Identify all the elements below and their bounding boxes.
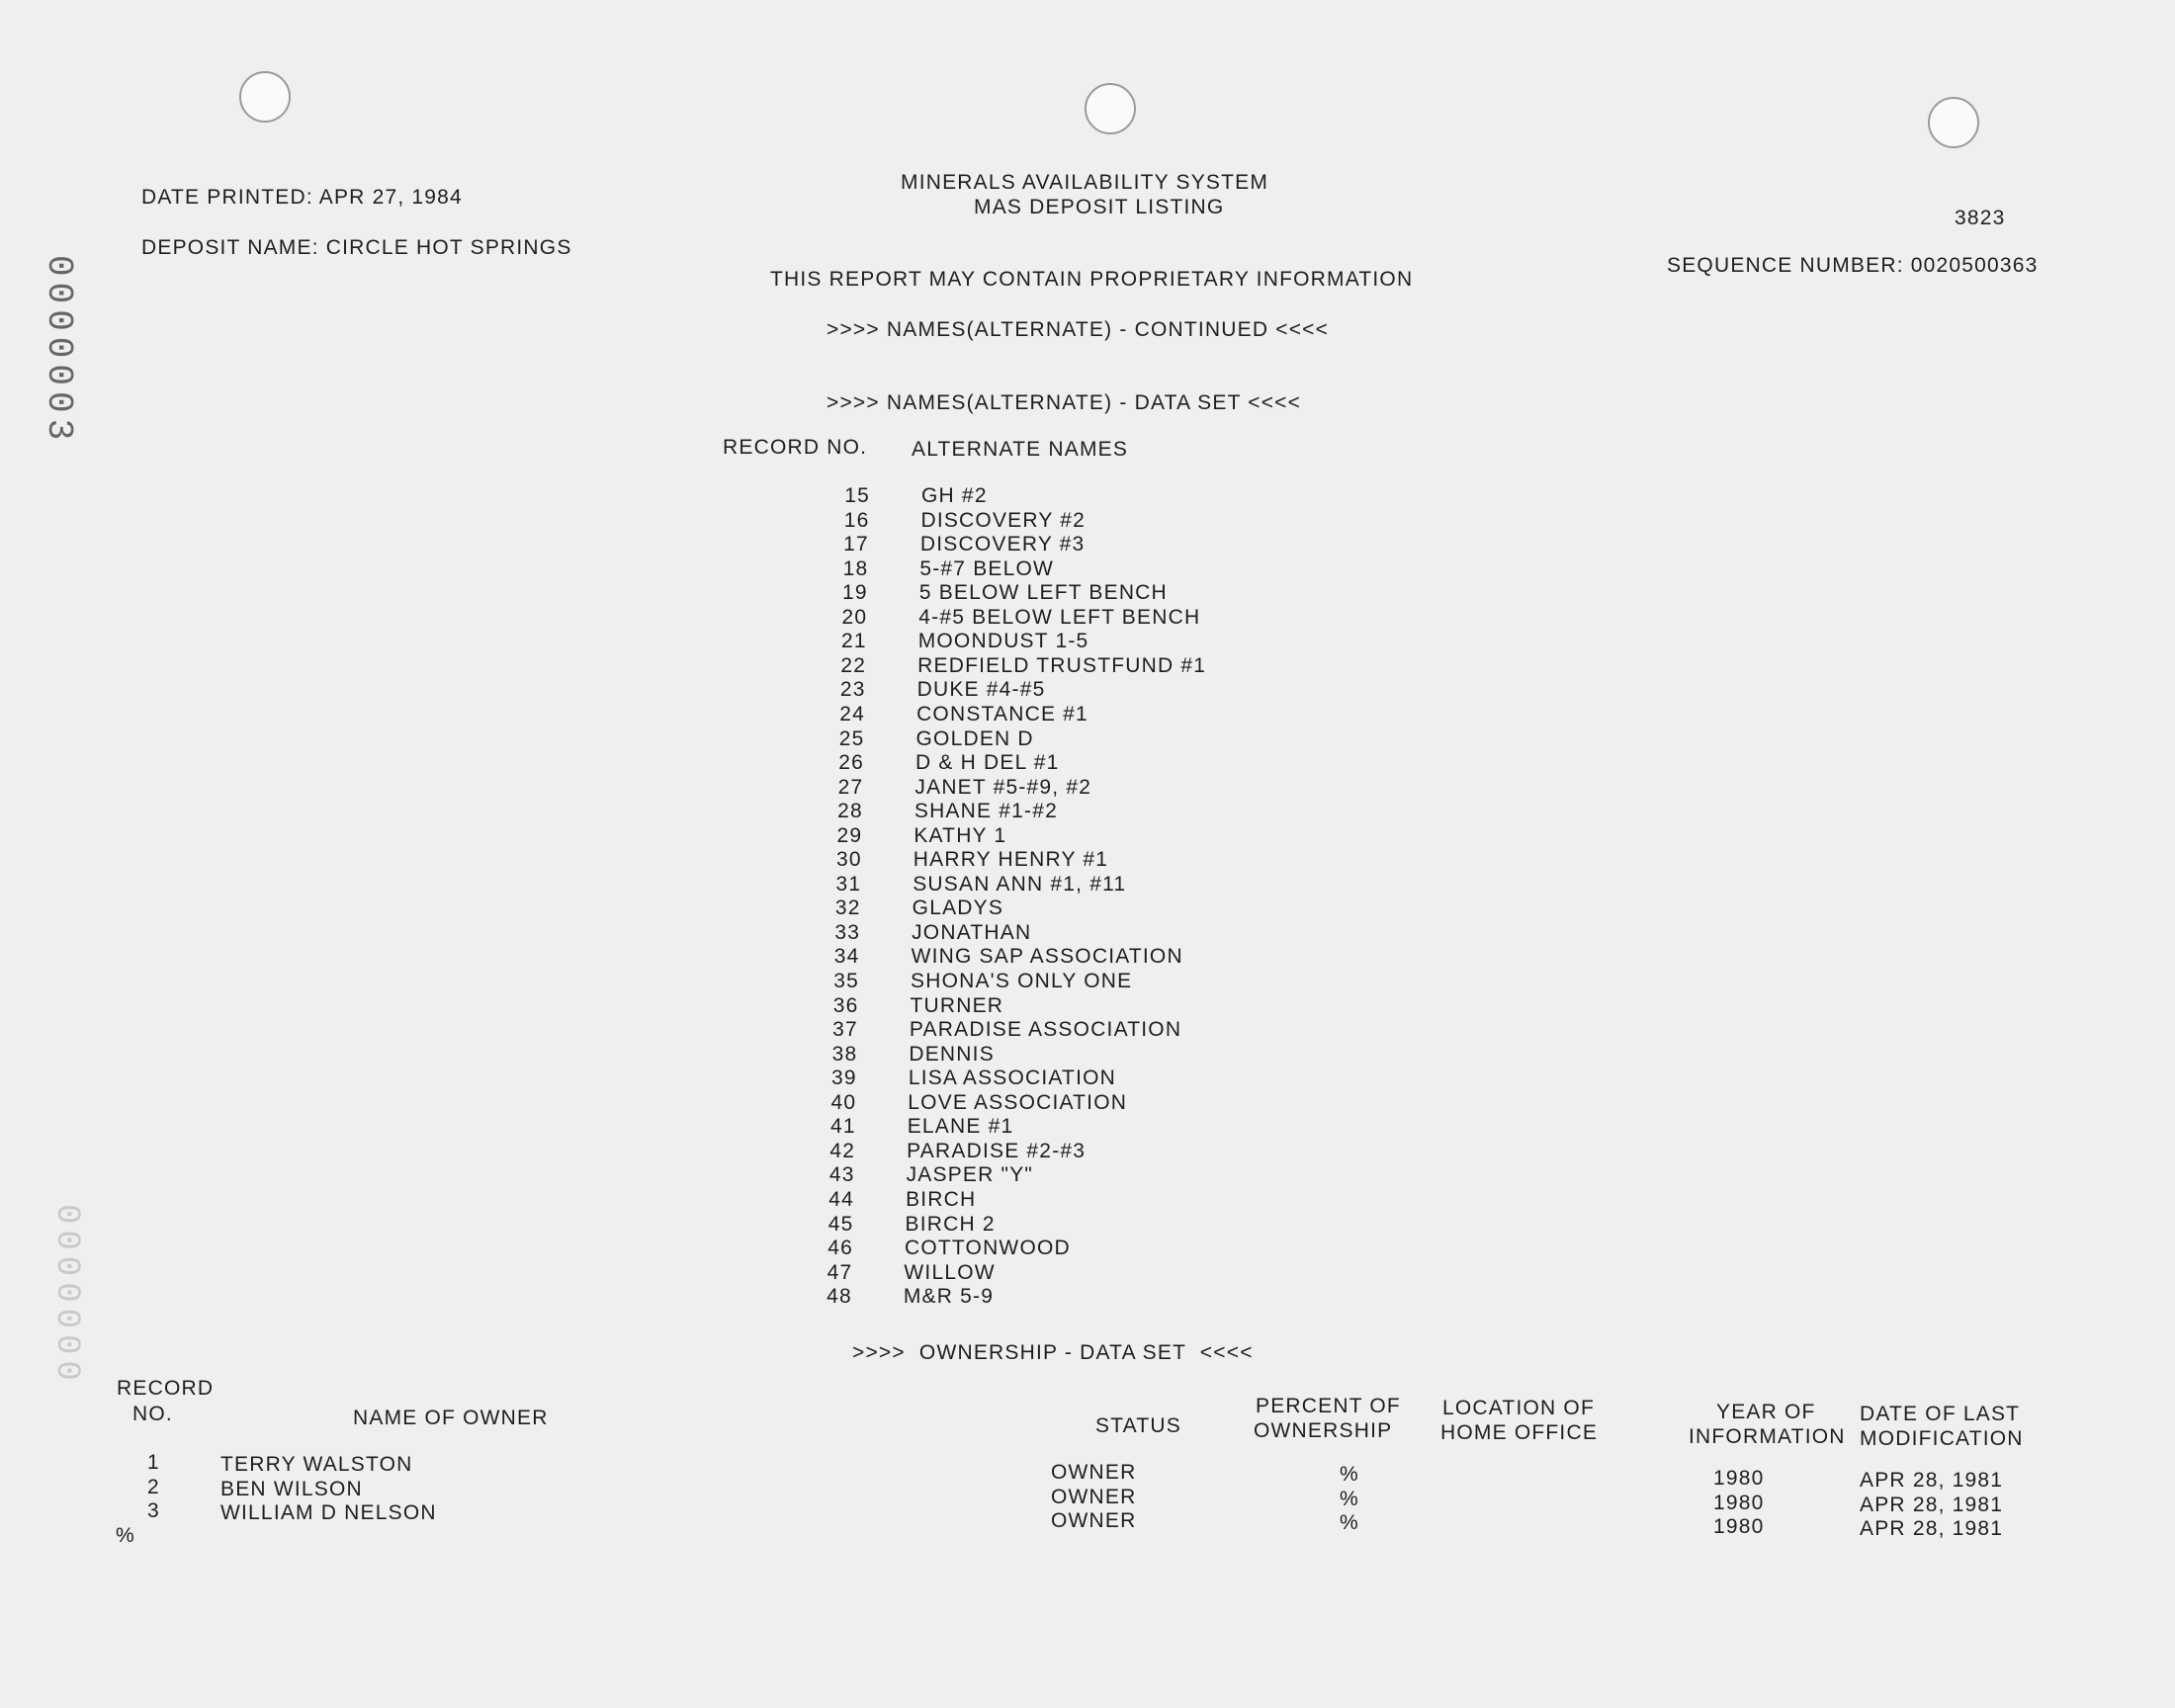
alternate-record-no: 20 bbox=[841, 605, 868, 629]
owner-record-no: 1 bbox=[147, 1451, 160, 1474]
owner-modification-date: APR 28, 1981 bbox=[1860, 1517, 2004, 1540]
own-col-date-1: DATE OF LAST bbox=[1860, 1403, 2021, 1425]
alternate-name: JONATHAN bbox=[912, 920, 1032, 944]
alternate-name: REDFIELD TRUSTFUND #1 bbox=[917, 653, 1207, 677]
own-col-year-1: YEAR OF bbox=[1716, 1401, 1816, 1423]
alternate-record-no: 29 bbox=[836, 823, 863, 847]
owner-status: OWNER bbox=[1051, 1461, 1137, 1484]
alternate-name-row bbox=[675, 1237, 1367, 1260]
alternate-name: PARADISE ASSOCIATION bbox=[909, 1018, 1182, 1042]
sequence-number: SEQUENCE NUMBER: 0020500363 bbox=[1667, 254, 2039, 277]
alternate-record-no: 21 bbox=[840, 630, 867, 653]
alternate-name: LISA ASSOCIATION bbox=[908, 1067, 1117, 1090]
alternate-record-no: 27 bbox=[837, 775, 864, 799]
alternate-name-row bbox=[688, 654, 1380, 678]
alternate-name: DUKE #4-#5 bbox=[916, 678, 1046, 702]
alternate-record-no: 28 bbox=[837, 800, 863, 823]
alternate-name-row bbox=[692, 484, 1384, 508]
document-id-stamp: 0000003 bbox=[39, 255, 79, 447]
alternate-record-no: 44 bbox=[828, 1187, 855, 1211]
alternate-name: JANET #5-#9, #2 bbox=[914, 775, 1092, 799]
own-col-year-2: INFORMATION bbox=[1689, 1425, 1846, 1448]
owner-year: 1980 bbox=[1713, 1515, 1765, 1538]
alternate-record-no: 45 bbox=[827, 1212, 854, 1236]
alternate-name-row bbox=[689, 630, 1381, 653]
own-col-record-2: NO. bbox=[132, 1403, 173, 1425]
ownership-row bbox=[0, 1499, 2175, 1540]
punch-hole-center bbox=[1085, 83, 1136, 134]
alternate-name: COTTONWOOD bbox=[904, 1237, 1071, 1260]
alternate-record-no: 36 bbox=[832, 993, 859, 1017]
deposit-name: DEPOSIT NAME: CIRCLE HOT SPRINGS bbox=[141, 236, 572, 259]
owner-name: TERRY WALSTON bbox=[220, 1453, 413, 1476]
alternate-record-no: 25 bbox=[838, 726, 865, 750]
col-record-no: RECORD NO. bbox=[723, 436, 868, 459]
alternate-record-no: 46 bbox=[827, 1237, 853, 1260]
alternate-name-row bbox=[681, 970, 1373, 993]
alternate-name: BIRCH bbox=[906, 1187, 977, 1211]
owner-name: WILLIAM D NELSON bbox=[220, 1501, 437, 1524]
date-printed: DATE PRINTED: APR 27, 1984 bbox=[141, 186, 463, 209]
alternate-record-no: 19 bbox=[842, 581, 868, 605]
alternate-record-no: 34 bbox=[833, 945, 860, 969]
alternate-record-no: 35 bbox=[833, 970, 859, 992]
alternate-record-no: 42 bbox=[829, 1139, 856, 1162]
alternate-name: DISCOVERY #2 bbox=[920, 508, 1086, 532]
alternate-name: 5-#7 BELOW bbox=[919, 556, 1055, 580]
alternate-name: ELANE #1 bbox=[907, 1115, 1014, 1139]
alternate-record-no: 18 bbox=[842, 556, 869, 580]
alternate-name: M&R 5-9 bbox=[903, 1285, 995, 1309]
alternate-name: GOLDEN D bbox=[915, 726, 1034, 750]
alternate-record-no: 33 bbox=[834, 920, 861, 944]
alternate-name-row bbox=[683, 897, 1375, 920]
alternate-name: DISCOVERY #3 bbox=[919, 533, 1086, 556]
alternate-name-row bbox=[689, 606, 1381, 630]
alternate-name: SHONA'S ONLY ONE bbox=[911, 970, 1133, 992]
alternate-record-no: 38 bbox=[831, 1042, 858, 1066]
alternate-name: LOVE ASSOCIATION bbox=[908, 1090, 1128, 1114]
alternate-name: CONSTANCE #1 bbox=[916, 702, 1088, 726]
system-title: MINERALS AVAILABILITY SYSTEM bbox=[901, 171, 1269, 194]
alternate-name-row bbox=[674, 1261, 1366, 1285]
alternate-name-row bbox=[690, 581, 1382, 605]
owner-year: 1980 bbox=[1713, 1491, 1765, 1514]
alternate-record-no: 15 bbox=[844, 484, 870, 507]
owner-status: OWNER bbox=[1051, 1509, 1137, 1532]
own-col-status: STATUS bbox=[1095, 1414, 1181, 1437]
alternate-name: KATHY 1 bbox=[914, 823, 1007, 847]
alternate-name: SHANE #1-#2 bbox=[914, 800, 1058, 823]
alternate-name: GLADYS bbox=[912, 897, 1004, 920]
alternate-name-row bbox=[691, 533, 1383, 556]
own-col-location-2: HOME OFFICE bbox=[1440, 1421, 1599, 1444]
alternate-name-row bbox=[677, 1163, 1369, 1187]
owner-status: OWNER bbox=[1051, 1485, 1137, 1508]
alternate-name-row bbox=[687, 703, 1379, 726]
alternate-name-row bbox=[685, 800, 1377, 823]
alternate-name: HARRY HENRY #1 bbox=[913, 848, 1109, 872]
alternate-name-row bbox=[684, 848, 1376, 872]
owner-year: 1980 bbox=[1713, 1467, 1765, 1490]
alternate-name: WING SAP ASSOCIATION bbox=[911, 945, 1183, 969]
owner-percent: % bbox=[1340, 1487, 1359, 1510]
alternate-record-no: 43 bbox=[828, 1163, 855, 1187]
alternate-name: TURNER bbox=[910, 993, 1004, 1017]
alternate-record-no: 17 bbox=[843, 533, 869, 556]
alternate-name-row bbox=[686, 751, 1378, 775]
punch-hole-right bbox=[1928, 97, 1979, 148]
own-col-name: NAME OF OWNER bbox=[353, 1407, 549, 1429]
own-col-record-1: RECORD bbox=[117, 1377, 215, 1400]
owner-record-no: 2 bbox=[147, 1475, 160, 1498]
proprietary-notice: THIS REPORT MAY CONTAIN PROPRIETARY INFORMATION bbox=[770, 268, 1414, 291]
alternate-record-no: 24 bbox=[839, 702, 866, 726]
alternate-name-row bbox=[676, 1213, 1368, 1237]
alternate-record-no: 22 bbox=[840, 653, 867, 677]
alternate-name: SUSAN ANN #1, #11 bbox=[913, 872, 1127, 896]
alternate-record-no: 16 bbox=[843, 508, 870, 532]
section-alt-dataset: >>>> NAMES(ALTERNATE) - DATA SET <<<< bbox=[826, 391, 1302, 414]
alternate-record-no: 39 bbox=[831, 1067, 857, 1090]
alternate-record-no: 23 bbox=[839, 678, 866, 702]
punch-hole-left bbox=[239, 71, 291, 123]
alternate-record-no: 47 bbox=[826, 1260, 853, 1284]
page-number: 3823 bbox=[1955, 207, 2006, 229]
alternate-record-no: 37 bbox=[832, 1018, 858, 1042]
alternate-record-no: 41 bbox=[829, 1115, 856, 1139]
alternate-name-row bbox=[677, 1140, 1369, 1163]
alternate-name: MOONDUST 1-5 bbox=[917, 630, 1089, 653]
alternate-name-row bbox=[687, 727, 1379, 751]
owner-name: BEN WILSON bbox=[220, 1477, 363, 1500]
owner-percent: % bbox=[1340, 1511, 1359, 1534]
owner-modification-date: APR 28, 1981 bbox=[1860, 1493, 2004, 1516]
alternate-name-row bbox=[690, 557, 1382, 581]
own-col-date-2: MODIFICATION bbox=[1860, 1427, 2024, 1450]
alternate-name: 5 BELOW LEFT BENCH bbox=[918, 581, 1168, 605]
alternate-record-no: 40 bbox=[830, 1090, 857, 1114]
alternate-name-row bbox=[688, 678, 1380, 702]
alternate-name-row bbox=[679, 1043, 1371, 1067]
trailing-percent-mark: % bbox=[116, 1524, 135, 1547]
section-alt-continued: >>>> NAMES(ALTERNATE) - CONTINUED <<<< bbox=[826, 318, 1330, 341]
alternate-record-no: 30 bbox=[835, 848, 862, 872]
alternate-name: 4-#5 BELOW LEFT BENCH bbox=[918, 605, 1201, 629]
alternate-name-row bbox=[683, 873, 1375, 897]
alternate-record-no: 48 bbox=[826, 1285, 852, 1309]
alternate-name: GH #2 bbox=[921, 484, 988, 507]
alternate-name-row bbox=[676, 1188, 1368, 1212]
alternate-name-row bbox=[685, 776, 1377, 800]
alternate-record-no: 26 bbox=[838, 751, 864, 775]
alternate-name: D & H DEL #1 bbox=[914, 751, 1060, 775]
alternate-name-row bbox=[682, 921, 1374, 945]
alternate-name-row bbox=[680, 994, 1372, 1018]
col-alternate-names: ALTERNATE NAMES bbox=[912, 438, 1129, 461]
alternate-record-no: 32 bbox=[834, 897, 861, 920]
document-id-stamp-faint: 0000000 bbox=[47, 1204, 85, 1387]
own-col-percent-2: OWNERSHIP bbox=[1254, 1419, 1393, 1442]
alternate-name: DENNIS bbox=[909, 1042, 995, 1066]
own-col-location-1: LOCATION OF bbox=[1442, 1397, 1595, 1419]
alternate-name: BIRCH 2 bbox=[905, 1212, 996, 1236]
alternate-name-row bbox=[678, 1115, 1370, 1139]
owner-record-no: 3 bbox=[147, 1499, 160, 1522]
alternate-name: PARADISE #2-#3 bbox=[907, 1139, 1087, 1162]
owner-percent: % bbox=[1340, 1463, 1359, 1486]
owner-modification-date: APR 28, 1981 bbox=[1860, 1469, 2004, 1492]
alternate-name-row bbox=[691, 509, 1383, 533]
alternate-name: WILLOW bbox=[904, 1260, 996, 1284]
own-col-percent-1: PERCENT OF bbox=[1256, 1395, 1401, 1417]
listing-title: MAS DEPOSIT LISTING bbox=[974, 196, 1225, 218]
alternate-record-no: 31 bbox=[835, 872, 862, 896]
alternate-name-row bbox=[682, 945, 1374, 969]
alternate-name: JASPER "Y" bbox=[906, 1163, 1034, 1187]
alternate-name-row bbox=[678, 1091, 1370, 1115]
alternate-name-row bbox=[679, 1067, 1371, 1090]
alternate-name-row bbox=[684, 824, 1376, 848]
alternate-name-row bbox=[674, 1285, 1366, 1309]
section-ownership-dataset: >>>> OWNERSHIP - DATA SET <<<< bbox=[852, 1341, 1254, 1364]
alternate-name-row bbox=[680, 1018, 1372, 1042]
